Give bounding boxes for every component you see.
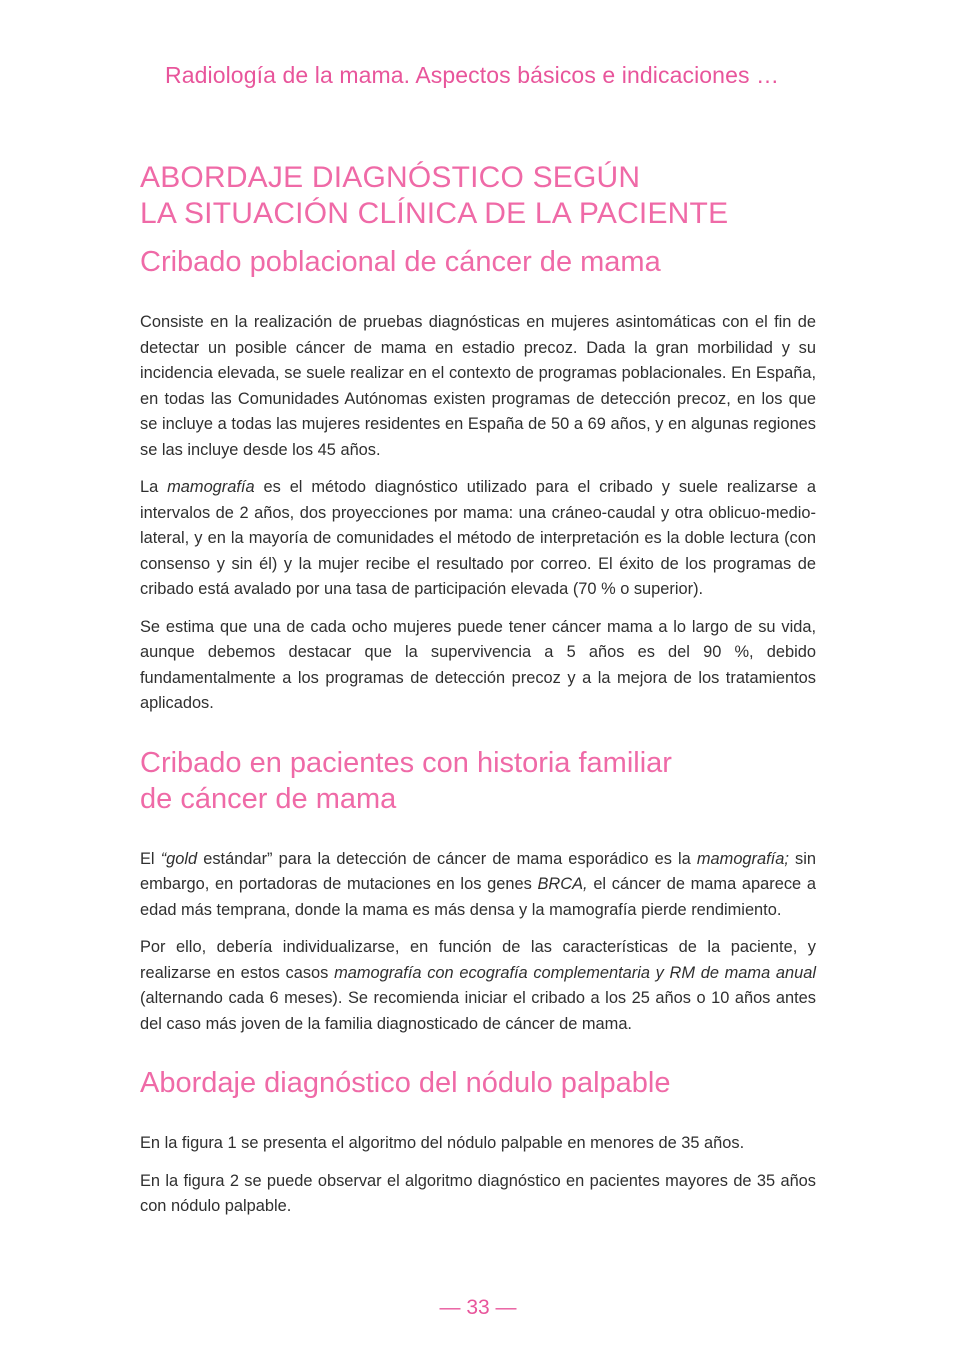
section-heading-line: de cáncer de mama: [140, 782, 397, 815]
paragraph-text: El: [140, 849, 161, 868]
page-number: — 33 —: [439, 1296, 517, 1319]
section-heading: [140, 745, 816, 817]
paragraph-text: sin embargo, en portadoras de mutaciones en los genes: [140, 849, 816, 893]
paragraph-text: La: [140, 478, 168, 496]
chapter-title-line: ABORDAJE DIAGNÓSTICO SEGÚN: [140, 161, 641, 194]
italic-term: mamografía con ecografía complementaria y RM de mama anual: [334, 963, 816, 982]
paragraph-text: (alternando cada 6 meses). Se recomienda iniciar el cribado a los 25 años o 10 años antes del caso más joven de la familia diagnosticado de cáncer de mama.: [140, 989, 816, 1033]
italic-term: mamografía: [167, 478, 255, 496]
paragraph-text: Consiste en la realización de pruebas diagnósticas en mujeres asintomáticas con el fin de detectar un posible cáncer de mama en estadio precoz. Dada la gran morbilidad y su incidencia elevada, se suele realizar en el contexto de programas poblacionales. En España, en todas las Comunidades Autónomas existen programas de detección precoz, en los que se incluye a todas las mujeres residentes en España de 50 a 69 años, y en algunas regiones se las incluye desde los 45 años.: [140, 313, 816, 459]
paragraph: [140, 935, 816, 1037]
paragraph-text: En la figura 2 se puede observar el algoritmo diagnóstico en pacientes mayores de 35 años con nódulo palpable.: [140, 1171, 816, 1215]
running-header: Radiología de la mama. Aspectos básicos e indicaciones …: [165, 62, 780, 88]
paragraph-text: Por ello, debería individualizarse, en función de las características de la paciente, y realizarse en estos casos: [140, 938, 816, 982]
paragraph: [140, 615, 816, 717]
page-content: [140, 160, 816, 1220]
chapter-title-line: LA SITUACIÓN CLÍNICA DE LA PACIENTE: [140, 197, 729, 230]
section-heading: [140, 244, 816, 280]
paragraph-text: En la figura 1 se presenta el algoritmo del nódulo palpable en menores de 35 años.: [140, 1134, 745, 1152]
paragraph: [140, 1169, 816, 1220]
paragraph-text: estándar” para la detección de cáncer de mama esporádico es la: [197, 849, 697, 868]
paragraph: [140, 847, 816, 924]
section-heading-line: Abordaje diagnóstico del nódulo palpable: [140, 1067, 671, 1099]
paragraph-text: Se estima que una de cada ocho mujeres puede tener cáncer mama a lo largo de su vida, aunque debemos destacar que la supervivencia a 5 años es del 90 %, debido fundamentalmente a los programas de detección precoz y a la mejora de los tratamientos aplicados.: [140, 617, 816, 712]
chapter-title: [140, 160, 816, 232]
paragraph: [140, 310, 816, 463]
paragraph: [140, 475, 816, 603]
paragraph-text: el cáncer de mama aparece a edad más temprana, donde la mama es más densa y la mamografía pierde rendimiento.: [140, 875, 816, 919]
italic-term: “gold: [160, 849, 198, 868]
section-heading: [140, 1065, 816, 1101]
italic-term: mamografía;: [696, 849, 789, 868]
italic-term: BRCA,: [537, 875, 588, 893]
paragraph-text: es el método diagnóstico utilizado para el cribado y suele realizarse a intervalos de 2 años, dos proyecciones por mama: una cráneo-caudal y otra oblicuo-medio-lateral, y en la mayoría de comunidades el método de interpretación es la doble lectura (con consenso y sin él) y la mujer recibe el resultado por correo. El éxito de los programas de cribado está avalado por una tasa de participación elevada (70 % o superior).: [140, 478, 817, 598]
paragraph: [140, 1131, 816, 1157]
section-heading-line: Cribado poblacional de cáncer de mama: [140, 246, 661, 278]
section-heading-line: Cribado en pacientes con historia familiar: [140, 746, 672, 779]
